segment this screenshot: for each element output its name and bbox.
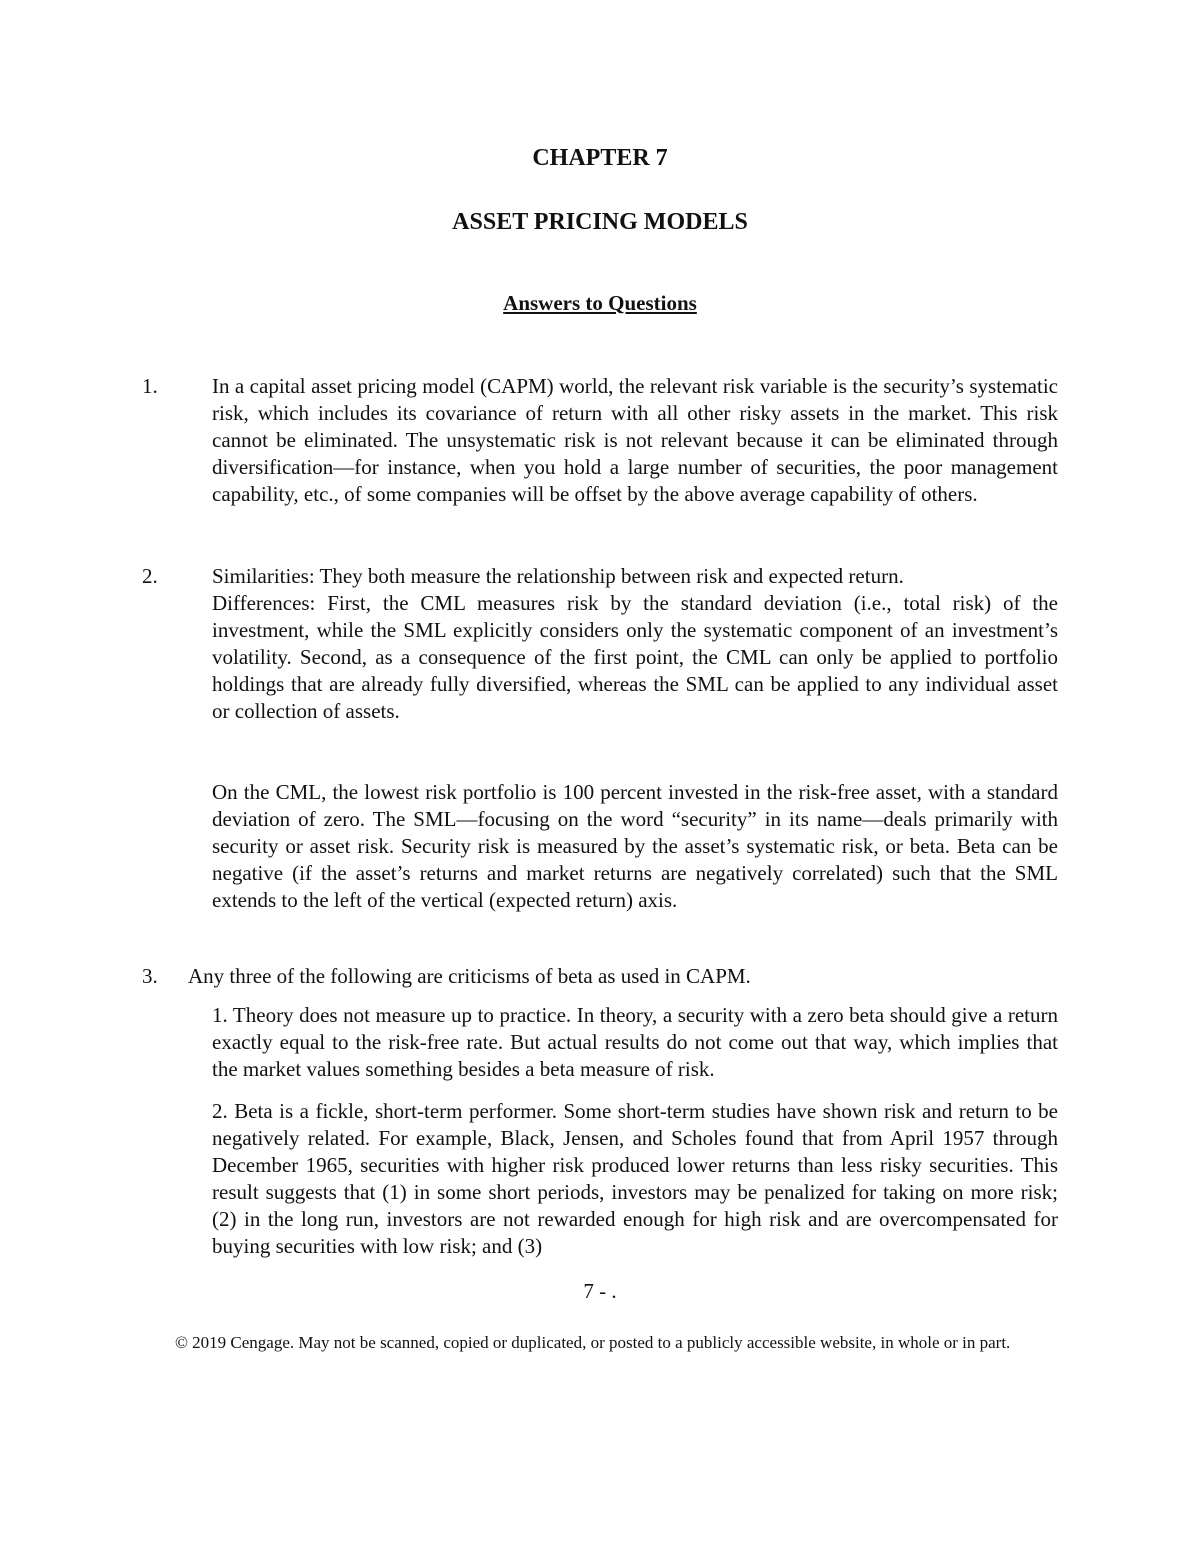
question-number-2: 2. <box>142 564 158 588</box>
answer-1 <box>212 373 1058 508</box>
question-number-3: 3. <box>142 964 158 988</box>
chapter-title: ASSET PRICING MODELS <box>452 209 748 235</box>
section-subtitle: Answers to Questions <box>503 291 697 315</box>
page-number: 7 - . <box>583 1279 617 1303</box>
answer-3-criticism-1 <box>212 1002 1058 1083</box>
answer-2 <box>212 563 1058 725</box>
criticism-1-text: 1. Theory does not measure up to practice. In theory, a security with a zero beta should give a return exactly equal to the risk-free rate. But actual results do not come out that way, which implies that the market values something besides a beta measure of risk. <box>212 1003 1058 1081</box>
answer-3-criticism-2 <box>212 1098 1058 1260</box>
answer-2-cml-sml-text: On the CML, the lowest risk portfolio is 100 percent invested in the risk-free asset, with a standard deviation of zero. The SML—focusing on the word “security” in its name—deals primarily with security or asset risk. Security risk is measured by the asset’s systematic risk, or beta. Beta can be negative (if the asset’s returns and market returns are negatively correlated) such that the SML extends to the left of the vertical (expected return) axis. <box>212 780 1058 912</box>
chapter-heading: CHAPTER 7 <box>532 145 668 171</box>
answer-2-paragraph-2 <box>212 779 1058 914</box>
answer-1-text: In a capital asset pricing model (CAPM) world, the relevant risk variable is the security’s systematic risk, which includes its covariance of return with all other risky assets in the market. This risk cannot be eliminated. The unsystematic risk is not relevant because it can be eliminated through diversification—for instance, when you hold a large number of securities, the poor management capability, etc., of some companies will be offset by the above average capability of others. <box>212 374 1058 506</box>
criticism-2-text: 2. Beta is a fickle, short-term performer. Some short-term studies have shown risk and return to be negatively related. For example, Black, Jensen, and Scholes found that from April 1957 through December 1965, securities with higher risk produced lower returns than less risky securities. This result suggests that (1) in some short periods, investors may be penalized for taking on more risk; (2) in the long run, investors are not rewarded enough for high risk and are overcompensated for buying securities with low risk; and (3) <box>212 1099 1058 1258</box>
copyright-notice: © 2019 Cengage. May not be scanned, copied or duplicated, or posted to a publicly accessible website, in whole or in part. <box>175 1333 1011 1352</box>
answer-2-differences: Differences: First, the CML measures risk by the standard deviation (i.e., total risk) of the investment, while the SML explicitly considers only the systematic component of an investment’s volatility. Second, as a consequence of the first point, the CML can only be applied to portfolio holdings that are already fully diversified, whereas the SML can be applied to any individual asset or collection of assets. <box>212 591 1058 723</box>
answer-3-intro: Any three of the following are criticisms of beta as used in CAPM. <box>188 964 751 988</box>
answer-2-similarities: Similarities: They both measure the relationship between risk and expected return. <box>212 564 904 588</box>
question-number-1: 1. <box>142 374 158 398</box>
